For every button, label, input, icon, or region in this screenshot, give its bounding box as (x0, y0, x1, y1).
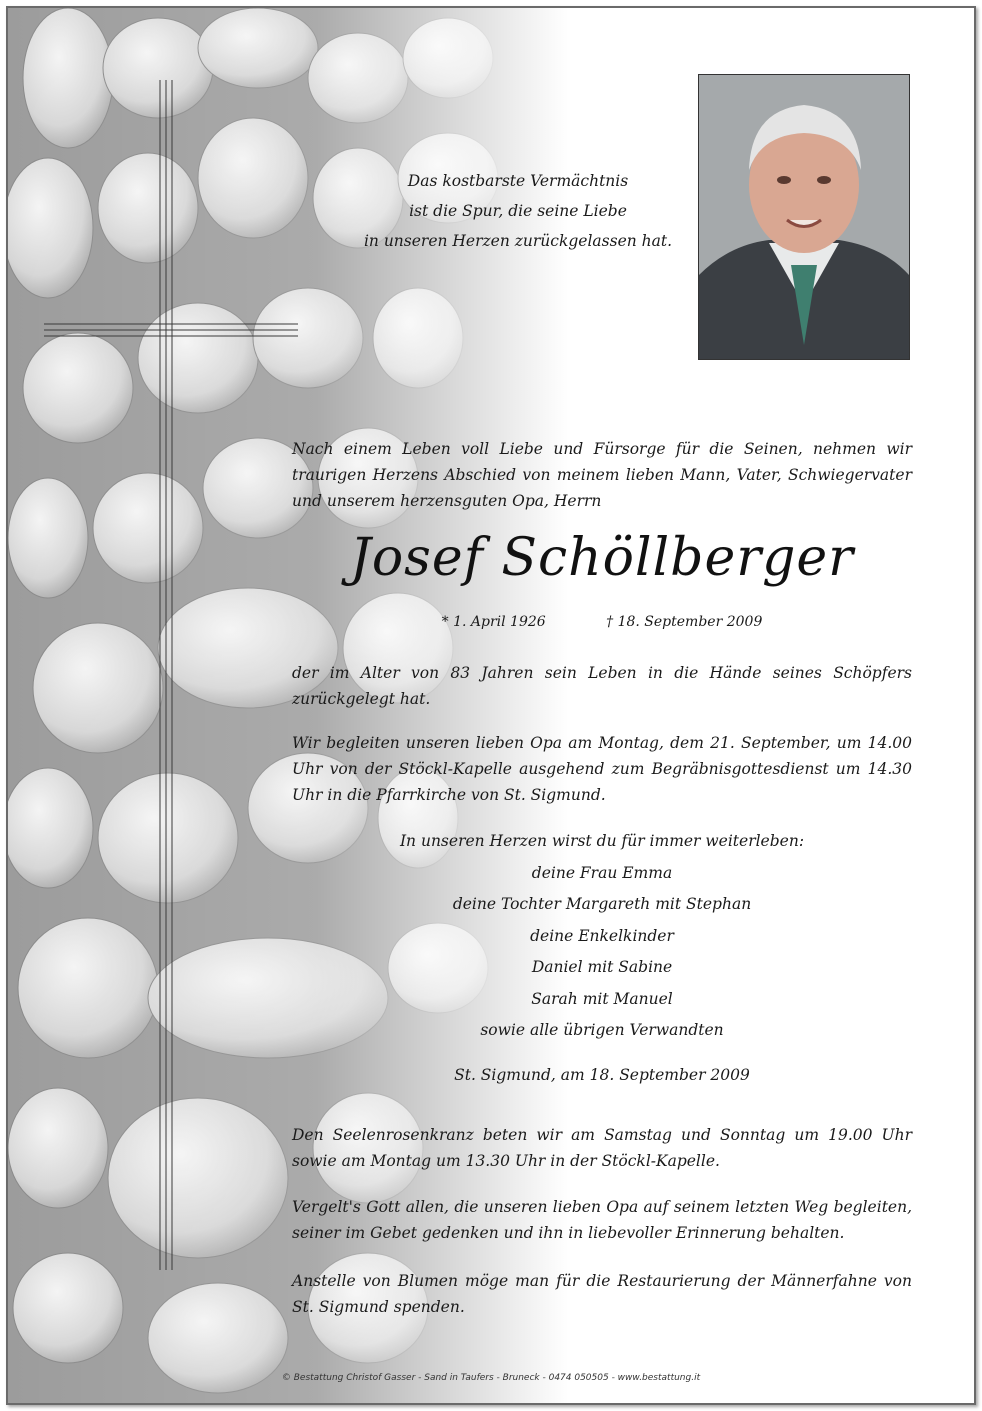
mourners-list (292, 826, 912, 1047)
death-date: † 18. September 2009 (606, 614, 763, 630)
portrait-image (699, 75, 909, 359)
quote-line: ist die Spur, die seine Liebe (409, 202, 627, 220)
place-date: St. Sigmund, am 18. September 2009 (454, 1066, 750, 1084)
birth-date: * 1. April 1926 (441, 614, 546, 630)
mourners-intro: In unseren Herzen wirst du für immer weiterleben: (399, 832, 805, 850)
deceased-name: Josef Schöllberger (349, 528, 855, 588)
mourner-line: Daniel mit Sabine (531, 958, 673, 976)
quote-line: in unseren Herzen zurückgelassen hat. (363, 232, 673, 250)
mourner-line: deine Tochter Margareth mit Stephan (452, 895, 752, 913)
life-dates (292, 614, 912, 630)
memorial-quote (308, 166, 728, 256)
funeral-text: Wir begleiten unseren lieben Opa am Montag, dem 21. September, um 14.00 Uhr von der Stöckl-Kapelle ausgehend zum Begräbnisgottesdienst um 14.30 Uhr in die Pfarrkirche von St. Sigmund. (292, 734, 912, 804)
mourner-line: Sarah mit Manuel (531, 989, 673, 1008)
portrait-photo (698, 74, 910, 360)
mourner-line: sowie alle übrigen Verwandten (480, 1021, 724, 1039)
flowers-text: Anstelle von Blumen möge man für die Restaurierung der Männerfahne von St. Sigmund spenden. (292, 1272, 912, 1316)
rosary-text: Den Seelenrosenkranz beten wir am Samstag und Sonntag um 19.00 Uhr sowie am Montag um 13.30 Uhr in der Stöckl-Kapelle. (292, 1126, 912, 1170)
footer-credit: © Bestattung Christof Gasser - Sand in Taufers - Bruneck - 0474 050505 - www.bestattung.it (281, 1373, 701, 1383)
age-text: der im Alter von 83 Jahren sein Leben in die Hände seines Schöpfers zurückgelegt hat. (292, 664, 912, 708)
quote-line: Das kostbarste Vermächtnis (407, 172, 629, 190)
thanks-text: Vergelt's Gott allen, die unseren lieben Opa auf seinem letzten Weg begleiten, seiner im Gebet gedenken und ihn in liebevoller Erinnerung behalten. (292, 1198, 912, 1242)
obituary-card (6, 6, 976, 1405)
mourner-line: deine Enkelkinder (530, 926, 674, 945)
intro-text: Nach einem Leben voll Liebe und Fürsorge für die Seinen, nehmen wir traurigen Herzens Abschied von meinem lieben Mann, Vater, Schwiegervater und unserem herzensguten Opa, Herrn (292, 440, 912, 510)
mourner-line: deine Frau Emma (531, 863, 673, 882)
cross-icon (8, 8, 328, 1308)
